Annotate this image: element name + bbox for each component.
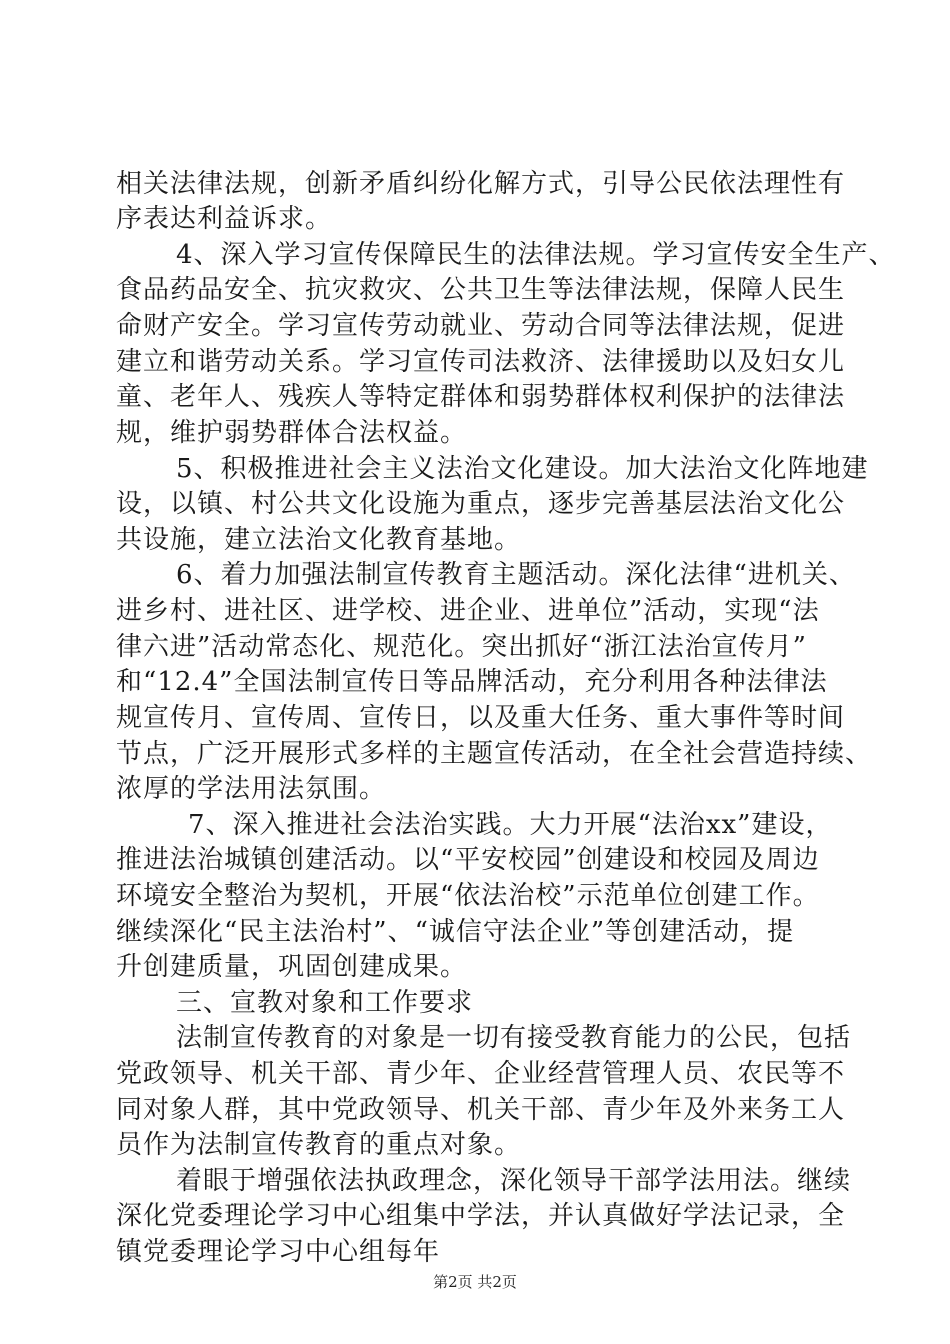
text-line: 党政领导、机关干部、青少年、企业经营管理人员、农民等不: [116, 1059, 846, 1089]
text-line: 序表达利益诉求。: [116, 204, 333, 234]
text-line: 7、深入推进社会法治实践。大力开展“法治xx”建设，: [188, 810, 833, 840]
text-line: 规，维护弱势群体合法权益。: [116, 418, 468, 448]
text-line: 共设施，建立法治文化教育基地。: [116, 525, 522, 555]
text-line: 升创建质量，巩固创建成果。: [116, 952, 468, 982]
text-line: 着眼于增强依法执政理念，深化领导干部学法用法。继续: [176, 1166, 852, 1196]
text-line: 深化党委理论学习中心组集中学法，并认真做好学法记录，全: [116, 1201, 846, 1231]
text-line: 相关法律法规，创新矛盾纠纷化解方式，引导公民依法理性有: [116, 169, 846, 199]
text-line: 镇党委理论学习中心组每年: [116, 1237, 441, 1267]
text-line: 三、宣教对象和工作要求: [176, 988, 474, 1018]
text-line: 6、着力加强法制宣传教育主题活动。深化法律“进机关、: [176, 560, 856, 590]
text-line: 环境安全整治为契机，开展“依法治校”示范单位创建工作。: [116, 881, 820, 911]
text-line: 食品药品安全、抗灾救灾、公共卫生等法律法规，保障人民生: [116, 275, 846, 305]
text-line: 律六进”活动常态化、规范化。突出抓好“浙江法治宣传月”: [116, 632, 807, 662]
text-line: 同对象人群，其中党政领导、机关干部、青少年及外来务工人: [116, 1095, 846, 1125]
text-line: 和“12.4”全国法制宣传日等品牌活动，充分利用各种法律法: [116, 667, 828, 697]
text-line: 推进法治城镇创建活动。以“平安校园”创建设和校园及周边: [116, 845, 820, 875]
page-number: 第2页 共2页: [433, 1273, 517, 1291]
text-line: 4、深入学习宣传保障民生的法律法规。学习宣传安全生产、: [176, 240, 896, 270]
text-line: 节点，广泛开展形式多样的主题宣传活动，在全社会营造持续、: [116, 739, 873, 769]
text-line: 建立和谐劳动关系。学习宣传司法救济、法律援助以及妇女儿: [116, 347, 846, 377]
text-line: 规宣传月、宣传周、宣传日，以及重大任务、重大事件等时间: [116, 703, 846, 733]
text-line: 童、老年人、残疾人等特定群体和弱势群体权利保护的法律法: [116, 382, 846, 412]
text-line: 命财产安全。学习宣传劳动就业、劳动合同等法律法规，促进: [116, 311, 846, 341]
text-line: 5、积极推进社会主义法治文化建设。加大法治文化阵地建: [176, 454, 869, 484]
text-line: 进乡村、进社区、进学校、进企业、进单位”活动，实现“法: [116, 596, 820, 626]
text-line: 法制宣传教育的对象是一切有接受教育能力的公民，包括: [176, 1023, 852, 1053]
text-line: 员作为法制宣传教育的重点对象。: [116, 1130, 522, 1160]
text-line: 继续深化“民主法治村”、“诚信守法企业”等创建活动，提: [116, 917, 795, 947]
text-line: 设，以镇、村公共文化设施为重点，逐步完善基层法治文化公: [116, 489, 846, 519]
text-line: 浓厚的学法用法氛围。: [116, 774, 387, 804]
